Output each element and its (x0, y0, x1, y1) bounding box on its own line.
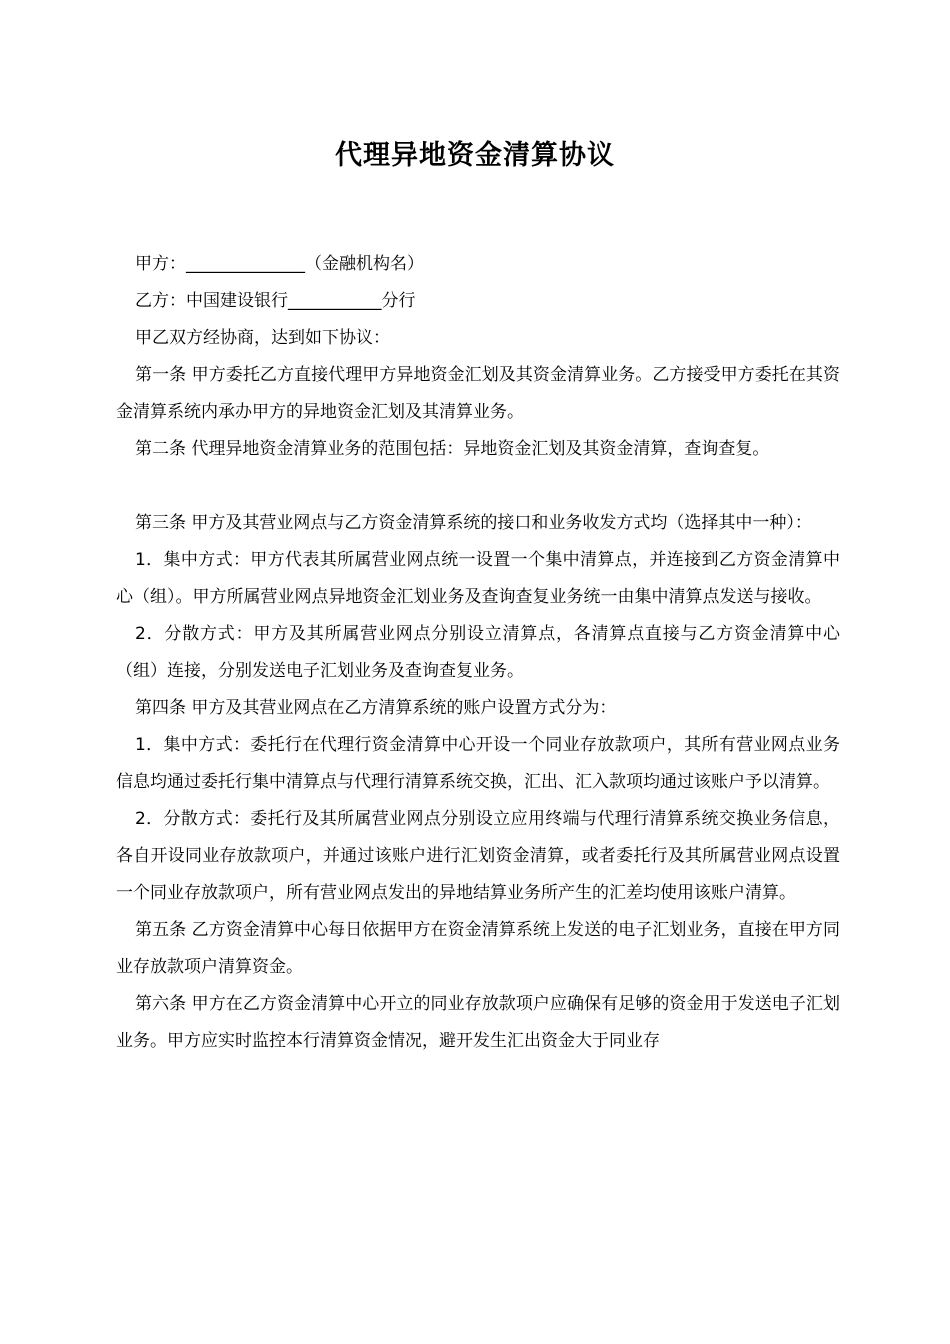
party-b-line: 乙方：中国建设银行___________分行 (135, 291, 416, 311)
document-title: 代理异地资金清算协议 (335, 140, 615, 171)
article-4: 第四条 甲方及其营业网点在乙方清算系统的账户设置方式分为： (135, 698, 617, 718)
agreement-intro: 甲乙双方经协商，达到如下协议： (135, 328, 390, 348)
article-6: 第六条 甲方在乙方资金清算中心开立的同业存放款项户应确保有足够的资金用于发送电子汇划业务。甲方应实时监控本行清算资金情况，避开发生汇出资金大于同业存 (116, 994, 840, 1051)
blank-line (116, 468, 840, 505)
article-3-item-2: 2．分散方式：甲方及其所属营业网点分别设立清算点，各清算点直接与乙方资金清算中心（组）连接，分别发送电子汇划业务及查询查复业务。 (116, 624, 840, 681)
article-3-item-1: 1．集中方式：甲方代表其所属营业网点统一设置一个集中清算点，并连接到乙方资金清算中心（组）。甲方所属营业网点异地资金汇划业务及查询查复业务统一由集中清算点发送与接收。 (116, 550, 840, 607)
party-a-line: 甲方：______________（金融机构名） (135, 254, 424, 274)
article-5: 第五条 乙方资金清算中心每日依据甲方在资金清算系统上发送的电子汇划业务，直接在甲方同业存放款项户清算资金。 (116, 920, 840, 977)
article-1: 第一条 甲方委托乙方直接代理甲方异地资金汇划及其资金清算业务。乙方接受甲方委托在其资金清算系统内承办甲方的异地资金汇划及其清算业务。 (116, 365, 840, 422)
article-4-item-1: 1．集中方式：委托行在代理行资金清算中心开设一个同业存放款项户，其所有营业网点业务信息均通过委托行集中清算点与代理行清算系统交换，汇出、汇入款项均通过该账户予以清算。 (116, 735, 840, 792)
article-3: 第三条 甲方及其营业网点与乙方资金清算系统的接口和业务收发方式均（选择其中一种）： (135, 513, 812, 533)
article-2: 第二条 代理异地资金清算业务的范围包括：异地资金汇划及其资金清算，查询查复。 (135, 439, 770, 459)
document-body (116, 246, 840, 1060)
article-4-item-2: 2．分散方式：委托行及其所属营业网点分别设立应用终端与代理行清算系统交换业务信息，各自开设同业存放款项户，并通过该账户进行汇划资金清算，或者委托行及其所属营业网点设置一个同业存放款项户，所有营业网点发出的异地结算业务所产生的汇差均使用该账户清算。 (116, 809, 840, 903)
